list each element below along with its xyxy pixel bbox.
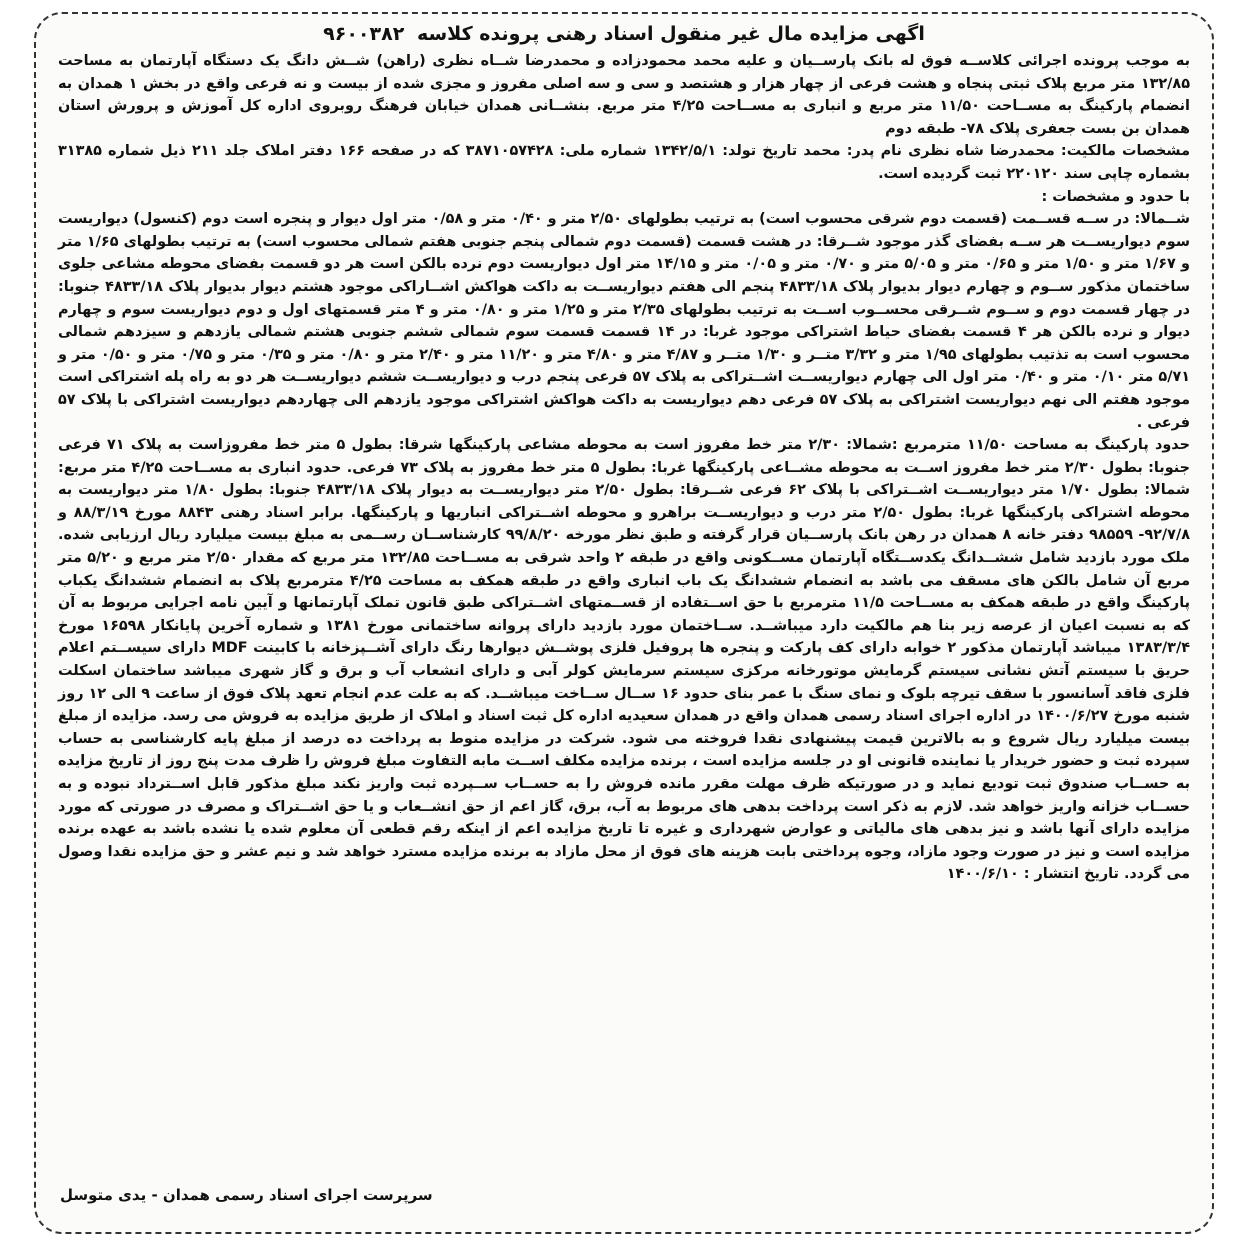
signature: سرپرست اجرای اسناد رسمی همدان - یدی متوسل: [60, 1186, 433, 1204]
paragraph-parking-and-auction-terms: حدود پارکینگ به مساحت ۱۱/۵۰ مترمربع :شمالا: ۲/۳۰ متر خط مفروز است به محوطه مشاعی پارکینگها شرقا: بطول ۵ متر خط مفروزاست به پلاک ۷۱ فرعی جنوبا: بطول ۲/۳۰ متر خط مفروز اســت به محوطه مشــاعی پارکینگها غربا: بطول ۵ متر خط مفروز به پلاک ۷۳ فرعی. حدود انباری به مســاحت ۴/۲۵ متر مربع: شمالا: بطول ۱/۷۰ متر دیواریســت اشــتراکی با پلاک ۶۲ فرعی شــرقا: بطول ۲/۵۰ متر دیواریســت به دیوار پلاک ۴۸۳۳/۱۸ جنوبا: بطول ۱/۸۰ متر دیواریست به محوطه اشتراکی پارکینگها غربا: بطول ۲/۵۰ متر درب و دیواریســت براهرو و محوطه اشــتراکی انباریها و پارکینگها. برابر اسناد رهنی ۸۸۴۳ مورخ ۸۸/۳/۱۹ و ۹۲/۷/۸- ۹۸۵۵۹ دفتر خانه ۸ همدان در رهن بانک پارســیان قرار گرفته و طبق نظر مورخه ۹۹/۸/۲۰ کارشناســان رســمی به مبلغ بیست میلیارد ریال ارزیابی شده. ملک مورد بازدید شامل ششــدانگ یکدســتگاه آپارتمان مســکونی واقع در طبقه ۲ واحد شرقی به مســاحت ۱۳۲/۸۵ متر مربع که مقدار ۲/۵۰ متر مربع و ۵/۲۰ متر مربع آن شامل بالکن های مسقف می باشد به انضمام ششدانگ یک باب انباری واقع در طبقه همکف به مساحت ۴/۲۵ مترمربع پلاک به انضمام ششدانگ یکباب پارکینگ واقع در طبقه همکف به مســاحت ۱۱/۵ مترمربع با حق اســتفاده از قســمتهای اشــتراکی طبق قانون تملک آپارتمانها و آیین نامه اجرایی مربوط به آن که به نسبت اعیان از عرصه زیر بنا هم مالکیت دارد میباشــد. ســاختمان مورد بازدید دارای پروانه ساختمانی مورخ ۱۳۸۱ و شماره آخرین پایانکار ۱۶۵۹۸ مورخ ۱۳۸۳/۳/۴ میباشد آپارتمان مذکور ۲ خوابه دارای کف پارکت و پنجره ها پروفیل فلزی پوشــش دیوارها رنگ دارای آشــپزخانه با کابینت MDF دارای سیســتم اعلام حریق با سیستم آتش نشانی سیستم گرمایش موتورخانه مرکزی سیستم سرمایش کولر آبی و دارای انشعاب آب و برق و گاز شهری میباشد ساختمان اسکلت فلزی فاقد آسانسور با سقف تیرچه بلوک و نمای سنگ با عمر بنای حدود ۱۶ ســال ســاخت میباشــد. که به علت عدم انجام تعهد پلاک فوق از ساعت ۹ الی ۱۲ روز شنبه مورخ ۱۴۰۰/۶/۲۷ در اداره اجرای اسناد رسمی همدان واقع در همدان سعیدیه اداره کل ثبت اسناد و املاک از طریق مزایده به فروش می رسد. مزایده از مبلغ بیست میلیارد ریال شروع و به بالاترین قیمت پیشنهادی نقدا فروخته می شود. شرکت در مزایده منوط به پرداخت ده درصد از مبلغ پایه کارشناسی به حساب سپرده ثبت و حضور خریدار یا نماینده قانونی او در جلسه مزایده است ، برنده مزایده مکلف اســت مابه التفاوت مبلغ فروش را ظرف مدت پنج روز از تاریخ مزایده به حســاب صندوق ثبت تودیع نماید و در صورتیکه ظرف مهلت مقرر مانده فروش را به حســاب ســپرده ثبت واریز نکند مبلغ مذکور قابل اســترداد نبوده و به حســاب خزانه واریز خواهد شد. لازم به ذکر است پرداخت بدهی های مربوط به آب، برق، گاز اعم از حق انشــعاب و یا حق اشــتراک و مصرف در صورتی که مورد مزایده دارای آنها باشد و نیز بدهی های مالیاتی و عوارض شهرداری و غیره تا تاریخ مزایده اعم از اینکه رقم قطعی آن معلوم شده یا نشده باشد به عهده برنده مزایده است و نیز در صورت وجود مازاد، وجوه پرداختی بابت هزینه های فوق از محل مازاد به برنده مزایده مسترد خواهد شد و نیم عشر و حق مزایده نقدا وصول می گردد. تاریخ انتشار : ۱۴۰۰/۶/۱۰: [58, 437, 1191, 883]
case-number: ۹۶۰۰۳۸۲: [323, 23, 405, 45]
paragraph-boundaries: شــمالا: در ســه قســمت (قسمت دوم شرقی محسوب است) به ترتیب بطولهای ۲/۵۰ متر و ۰/۴۰ متر و ۰/۵۸ متر اول دیوار و پنجره است دوم (کنسول) دیواریست سوم دیواریســت هر ســه بفضای گذر موجود شــرقا: در هشت قسمت (قسمت دوم شمالی پنجم جنوبی هفتم شمالی محسوب است) به ترتیب بطولهای ۱/۶۵ متر و ۱/۶۷ متر و ۱/۵۰ متر و ۰/۶۵ متر و ۵/۰۵ متر و ۰/۷۰ متر و ۰/۰۵ متر و ۱۴/۱۵ متر اول دیواریست دوم نرده بالکن است هر دو قسمت بفضای محوطه مشاعی جلوی ساختمان مذکور ســوم و چهارم دیوار بدیوار پلاک ۴۸۳۳/۱۸ پنجم الی هفتم دیواریســت به داکت هواکش اشــاراکی موجود هشتم دیوار بدیوار پلاک ۴۸۳۳/۱۸ جنوبا: در چهار قسمت دوم و ســوم شــرقی محســوب اســت به ترتیب بطولهای ۲/۳۵ متر و ۱/۲۵ متر و ۰/۸۰ متر و ۴ متر قسمتهای اول و دوم دیواریست سوم و چهارم دیوار و نرده بالکن هر ۴ قسمت بفضای حیاط اشتراکی موجود غربا: در ۱۴ قسمت قسمت سوم شمالی ششم جنوبی هشتم شمالی یازدهم و سیزدهم شمالی محسوب است به تذتیب بطولهای ۱/۹۵ متر و ۳/۳۲ متــر و ۱/۳۰ متــر و ۴/۸۷ متر و ۴/۸۰ متر و ۱۱/۲۰ متر و ۲/۴۰ متر و ۰/۸۰ متر و ۰/۳۵ متر و ۰/۷۵ متر و ۰/۵۰ متر و ۵/۷۱ متر ۰/۱۰ متر و ۰/۴۰ متر اول الی چهارم دیواریســت اشــتراکی به پلاک ۵۷ فرعی پنجم درب و دیواریســت ششم دیواریســت هر دو به راه پله اشتراکی است موجود هفتم الی نهم دیواریست اشتراکی به پلاک ۵۷ فرعی دهم دیواریست به داکت هواکش اشتراکی موجود یازدهم الی چهاردهم دیواریست اشتراکی با پلاک ۵۷ فرعی .: [58, 211, 1191, 431]
paragraph-boundaries-heading: با حدود و مشخصات :: [1041, 188, 1190, 205]
notice-title: [58, 20, 1190, 48]
paragraph-ownership: مشخصات مالکیت: محمدرضا شاه نظری نام پدر: محمد تاریخ تولد: ۱۳۴۲/۵/۱ شماره ملی: ۳۸۷۱۰۵۷۴۲۸ که در صفحه ۱۶۶ دفتر املاک جلد ۲۱۱ ذیل شماره ۳۱۳۸۵ بشماره چاپی سند ۲۲۰۱۲۰ ثبت گردیده است.: [58, 143, 1190, 182]
paragraph-property-description: به موجب پرونده اجرائی کلاســه فوق له بانک پارســیان و علیه محمد محمودزاده و محمدرضا شــاه نظری (راهن) شــش دانگ یک دستگاه آپارتمان به مساحت ۱۳۲/۸۵ متر مربع پلاک ثبتی پنجاه و هشت فرعی از چهار هزار و هشتصد و سی و سه اصلی مفروز و مجزی شده از بیست و نه فرعی واقع در بخش ۱ همدان به انضمام پارکینگ به مســاحت ۱۱/۵۰ متر مربع و انباری به مســاحت ۴/۲۵ متر مربع. بنشــانی همدان خیابان فرهنگ روبروی اداره کل آموزش و پرورش استان همدان بن بست جعفری پلاک ۷۸- طبقه دوم: [58, 53, 1190, 137]
notice-body: [58, 20, 1190, 886]
title-text: اگهی مزایده مال غیر منقول اسناد رهنی پرونده کلاسه: [416, 23, 925, 45]
